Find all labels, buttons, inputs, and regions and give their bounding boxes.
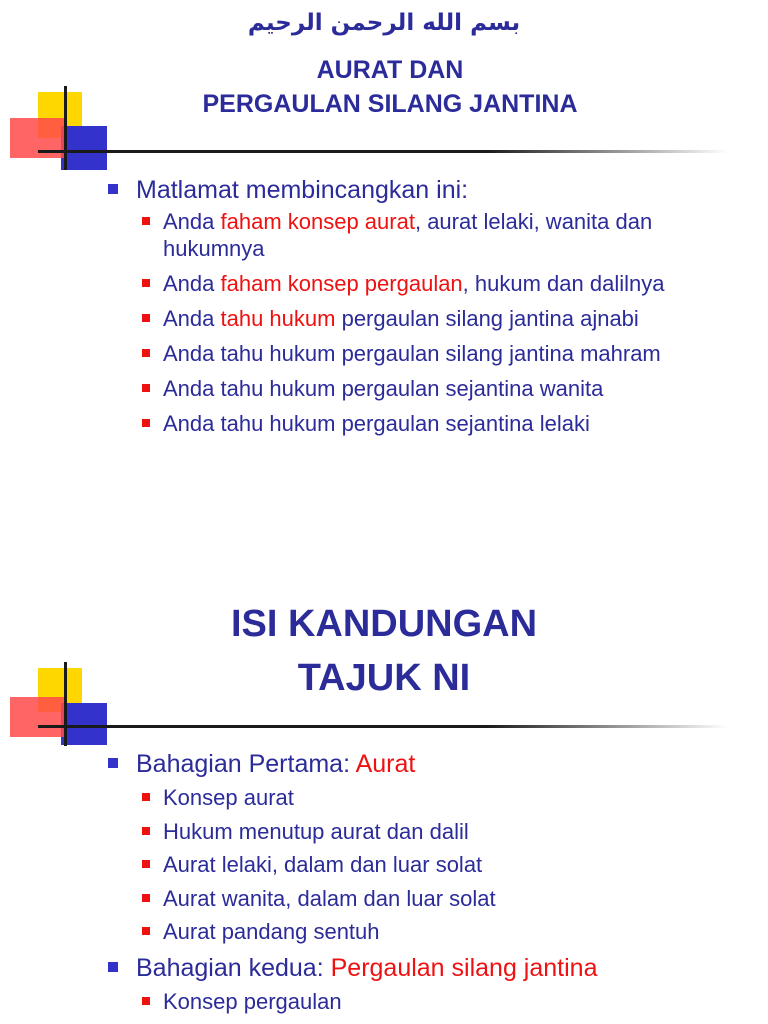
- list-item: [108, 951, 748, 1019]
- bullet-square-icon: [142, 384, 150, 392]
- bullet-square-icon: [142, 419, 150, 427]
- list-item: [136, 985, 748, 1019]
- bullet-square-icon: [142, 894, 150, 902]
- list-item: [108, 174, 748, 437]
- decor-vertical-line: [64, 662, 67, 746]
- slide-title-line1: ISI KANDUNGAN: [230, 603, 538, 645]
- slide-title-line1: AURAT DAN: [316, 56, 464, 84]
- item-text: , hukum dan dalilnya: [462, 271, 665, 296]
- objectives-list: [108, 174, 748, 445]
- list-item: [136, 340, 748, 367]
- arabic-basmala: بسم الله الرحمن الرحيم: [247, 10, 521, 36]
- decor-horizontal-line: [38, 150, 728, 153]
- list-item: [136, 208, 748, 262]
- item-text: Aurat wanita, dalam dan luar solat: [163, 885, 496, 911]
- item-text: Konsep aurat: [163, 785, 294, 810]
- section-sublist: [136, 985, 748, 1019]
- item-text: Anda tahu hukum pergaulan sejantina wanita: [163, 376, 604, 401]
- slide-isi-kandungan: [0, 590, 768, 1024]
- bullet-square-icon: [142, 217, 150, 225]
- objectives-heading: Matlamat membincangkan ini:: [136, 176, 469, 204]
- item-highlight: faham konsep pergaulan: [220, 271, 463, 296]
- list-item: [136, 410, 748, 437]
- item-highlight: faham konsep aurat: [220, 209, 415, 234]
- slide-title-line2: TAJUK NI: [297, 657, 471, 699]
- item-text: Anda: [163, 271, 221, 296]
- list-item: [136, 882, 748, 916]
- item-text: Aurat lelaki, dalam dan luar solat: [163, 852, 483, 877]
- item-text: , aurat lelaki, wanita dan hukumnya: [163, 209, 653, 261]
- decor-blue-square: [61, 703, 107, 745]
- bullet-square-icon: [108, 962, 118, 972]
- bullet-square-icon: [142, 793, 150, 801]
- section-highlight: Aurat: [355, 750, 416, 778]
- bullet-square-icon: [142, 997, 150, 1005]
- bullet-square-icon: [142, 279, 150, 287]
- item-text: Anda tahu hukum pergaulan sejantina lelaki: [163, 411, 590, 436]
- objectives-sublist: [136, 208, 748, 437]
- decor-horizontal-line: [38, 725, 728, 728]
- bullet-square-icon: [142, 927, 150, 935]
- list-item: [108, 747, 748, 949]
- section-highlight: Pergaulan silang jantina: [330, 953, 598, 982]
- decor-blue-square: [61, 126, 107, 170]
- bullet-square-icon: [108, 184, 118, 194]
- section-label: Bahagian kedua:: [136, 953, 331, 982]
- bullet-square-icon: [142, 860, 150, 868]
- item-text: Hukum menutup aurat dan dalil: [163, 818, 469, 844]
- bullet-square-icon: [142, 314, 150, 322]
- item-text: Anda tahu hukum pergaulan silang jantina mahram: [163, 341, 661, 366]
- bullet-square-icon: [108, 758, 118, 768]
- bullet-square-icon: [142, 349, 150, 357]
- list-item: [136, 781, 748, 815]
- list-item: [136, 815, 748, 849]
- list-item: [136, 270, 748, 297]
- list-item: [136, 375, 748, 402]
- section-label: Bahagian Pertama:: [136, 750, 356, 778]
- decor-red-square: [10, 697, 66, 737]
- section-sublist: [136, 781, 748, 949]
- item-text: Aurat pandang sentuh: [163, 919, 380, 944]
- slide-title-line2: PERGAULAN SILANG JANTINA: [202, 90, 578, 118]
- item-text: pergaulan silang jantina ajnabi: [335, 306, 639, 331]
- list-item: [136, 305, 748, 332]
- item-text: Anda: [163, 306, 221, 331]
- contents-list: [108, 747, 748, 1018]
- item-text: Anda: [163, 209, 221, 234]
- bullet-square-icon: [142, 827, 150, 835]
- list-item: [136, 848, 748, 882]
- list-item: [136, 915, 748, 949]
- item-highlight: tahu hukum: [220, 306, 336, 331]
- item-text: Konsep pergaulan: [163, 988, 342, 1014]
